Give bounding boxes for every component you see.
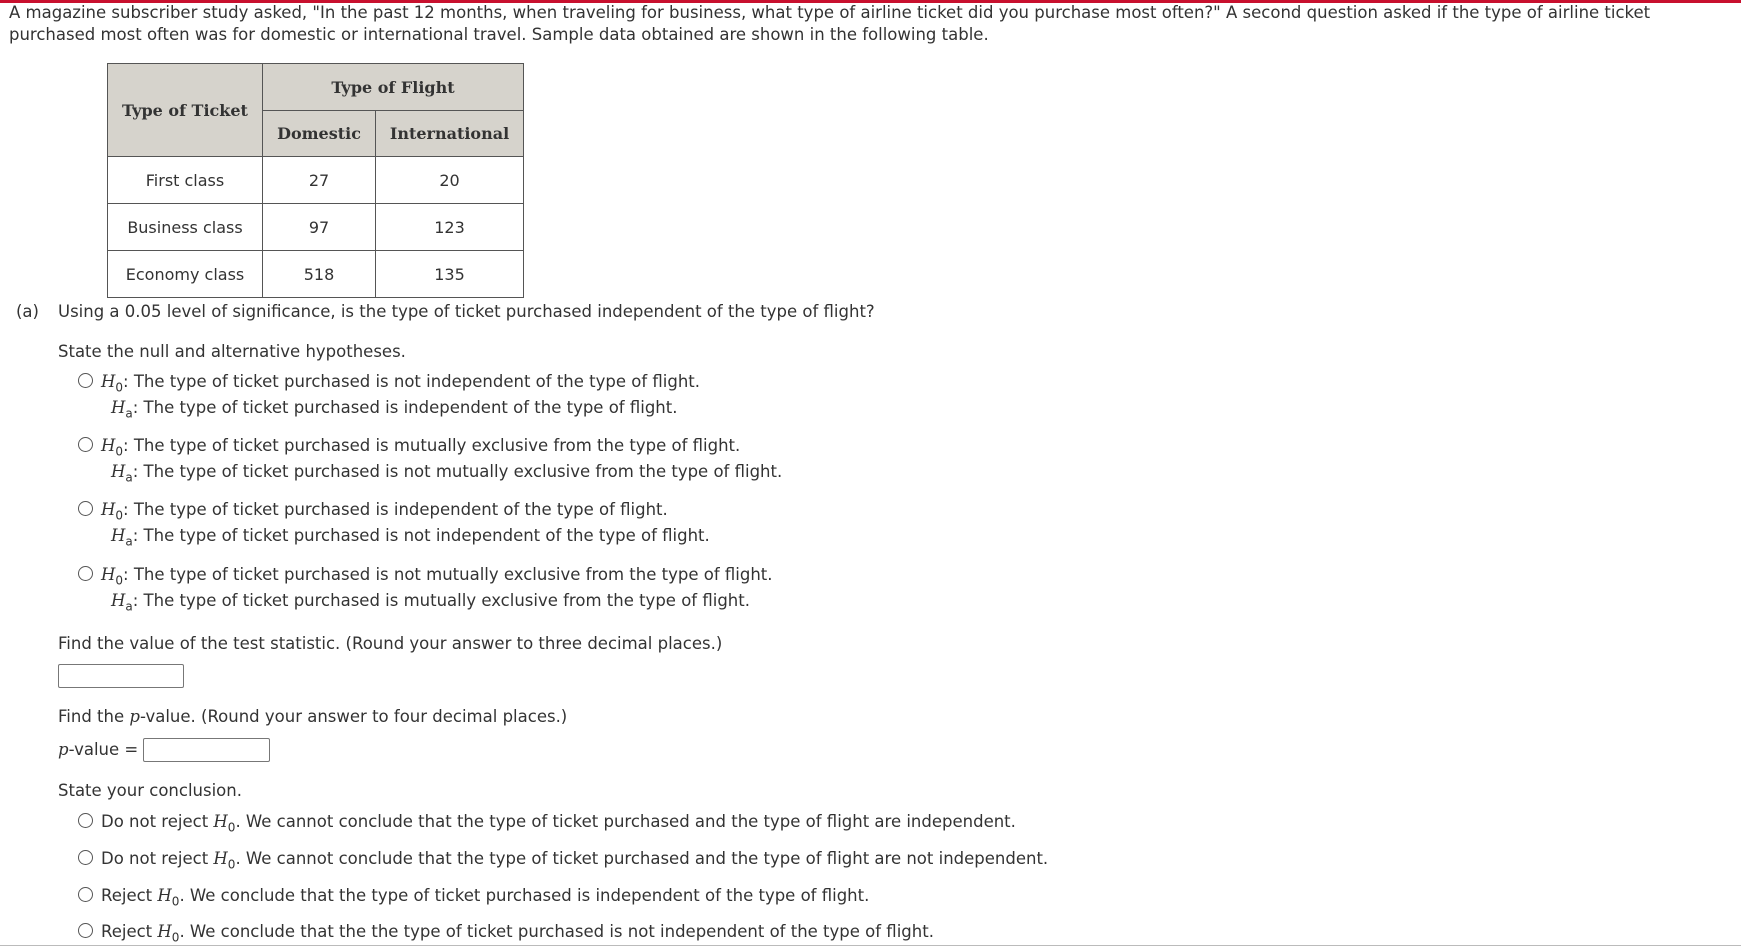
intro-text: A magazine subscriber study asked, "In the past 12 months, when traveling for business, what type of airline ticket did you purchase most often?" A second question asked if the type of airline ticket purchased most often was for domestic or international travel. Sample data obtained are shown in the following table. [9, 3, 1651, 44]
table-row [108, 204, 524, 251]
radio-button[interactable] [78, 566, 93, 581]
cell-international: 20 [376, 157, 524, 204]
row-label: Business class [108, 204, 263, 251]
conclusion-option-2[interactable]: Do not reject $H_0$. We cannot conclude that the type of ticket purchased and the type of flight are not independent. [78, 849, 1048, 871]
radio-button[interactable] [78, 437, 93, 452]
table-row [108, 157, 524, 204]
radio-button[interactable] [78, 813, 93, 828]
conclusion-option-3[interactable]: Reject $H_0$. We conclude that the type of ticket purchased is independent of the type of flight. [78, 886, 869, 908]
column-group-header: Type of Flight [263, 64, 524, 111]
part-label: (a) [16, 302, 39, 321]
hypothesis-option-3[interactable]: $H_0$: The type of ticket purchased is independent of the type of flight. [78, 500, 668, 522]
contingency-table [107, 63, 524, 298]
hypothesis-option-1[interactable]: $H_0$: The type of ticket purchased is not independent of the type of flight. [78, 372, 700, 394]
row-label: Economy class [108, 251, 263, 298]
bottom-divider [0, 945, 1741, 946]
hypothesis-option-2[interactable]: $H_0$: The type of ticket purchased is mutually exclusive from the type of flight. [78, 436, 740, 458]
alt-hypothesis-4: $H_a$: The type of ticket purchased is mutually exclusive from the type of flight. [111, 591, 750, 614]
radio-button[interactable] [78, 850, 93, 865]
col-header-international: International [376, 111, 524, 157]
p-value-prompt: Find the p-value. (Round your answer to four decimal places.) [58, 707, 568, 726]
part-a-question [16, 302, 875, 321]
radio-button[interactable] [78, 373, 93, 388]
conclusion-option-4[interactable]: Reject $H_0$. We conclude that the the type of ticket purchased is not independent of the type of flight. [78, 922, 934, 944]
test-statistic-input[interactable] [58, 664, 184, 688]
radio-button[interactable] [78, 887, 93, 902]
question-text: Using a 0.05 level of significance, is the type of ticket purchased independent of the type of flight? [58, 302, 875, 321]
cell-domestic: 518 [263, 251, 376, 298]
cell-domestic: 27 [263, 157, 376, 204]
radio-button[interactable] [78, 923, 93, 938]
test-statistic-prompt: Find the value of the test statistic. (Round your answer to three decimal places.) [58, 634, 723, 653]
row-header: Type of Ticket [108, 64, 263, 157]
radio-button[interactable] [78, 501, 93, 516]
alt-hypothesis-1: $H_a$: The type of ticket purchased is independent of the type of flight. [111, 398, 678, 421]
conclusion-prompt: State your conclusion. [58, 781, 242, 800]
table-row [108, 251, 524, 298]
col-header-domestic: Domestic [263, 111, 376, 157]
alt-hypothesis-2: $H_a$: The type of ticket purchased is not mutually exclusive from the type of flight. [111, 462, 783, 485]
alt-hypothesis-3: $H_a$: The type of ticket purchased is not independent of the type of flight. [111, 526, 710, 549]
p-value-label: p-value = [58, 740, 139, 759]
cell-international: 123 [376, 204, 524, 251]
row-label: First class [108, 157, 263, 204]
conclusion-option-1[interactable]: Do not reject $H_0$. We cannot conclude that the type of ticket purchased and the type of flight are independent. [78, 812, 1016, 834]
hypothesis-option-4[interactable]: $H_0$: The type of ticket purchased is not mutually exclusive from the type of flight. [78, 565, 773, 587]
p-value-input[interactable] [143, 738, 270, 762]
cell-domestic: 97 [263, 204, 376, 251]
cell-international: 135 [376, 251, 524, 298]
hypotheses-prompt: State the null and alternative hypotheses. [58, 342, 406, 361]
